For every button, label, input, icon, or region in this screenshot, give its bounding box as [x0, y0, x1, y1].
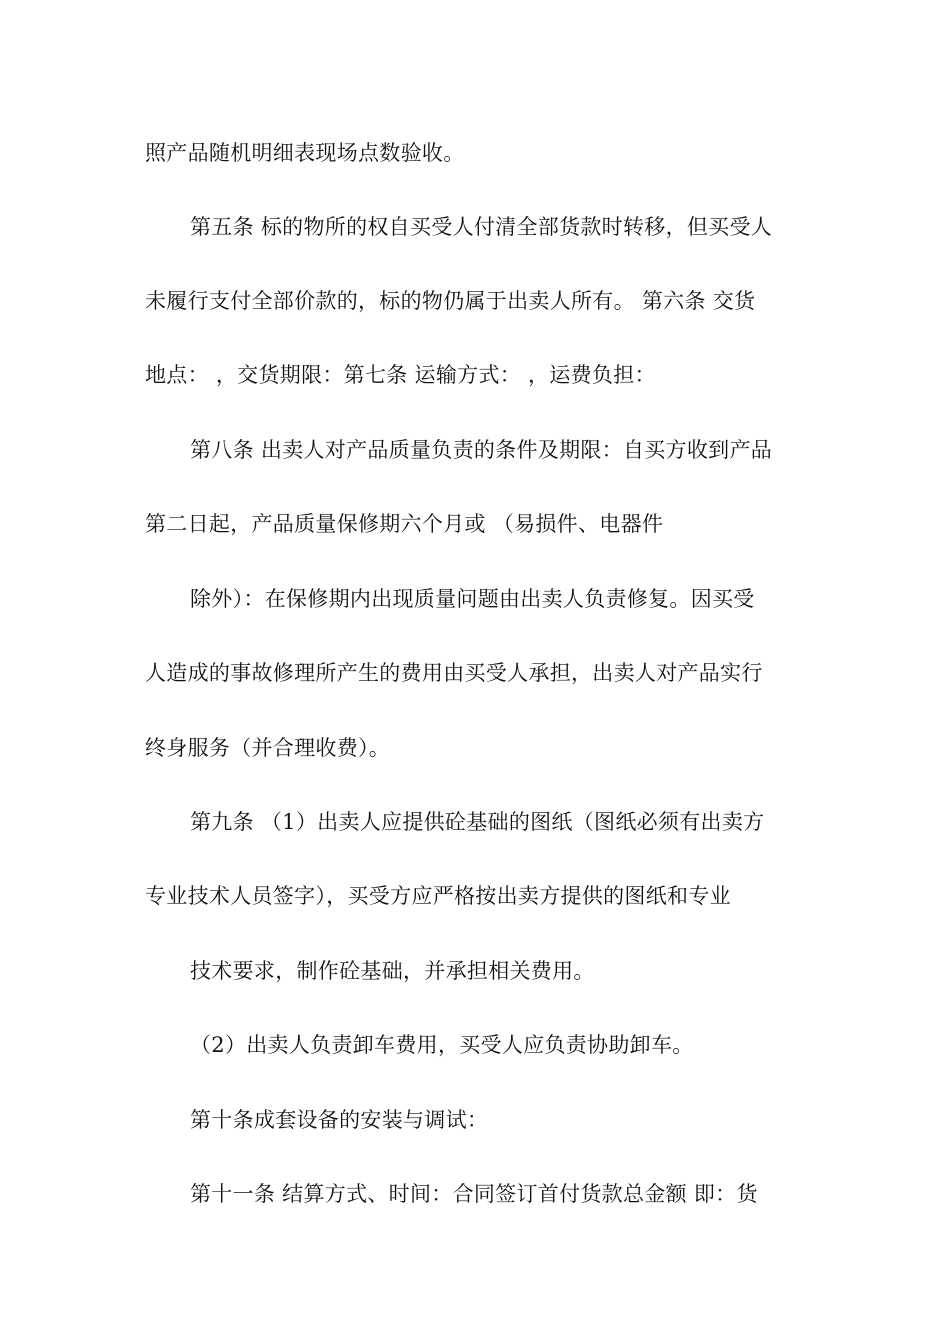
text-line: 技术要求，制作砼基础，并承担相关费用。	[190, 959, 595, 983]
text-line: 第九条 （1）出卖人应提供砼基础的图纸（图纸必须有出卖方	[190, 810, 765, 834]
text-line: 终身服务（并合理收费）。	[145, 736, 391, 760]
text-line: 第五条 标的物所的权自买受人付清全部货款时转移，但买受人	[190, 215, 773, 239]
text-line: 第十条成套设备的安装与调试：	[190, 1108, 489, 1132]
text-line: 专业技术人员签字），买受方应严格按出卖方提供的图纸和专业	[145, 884, 731, 908]
text-line: 除外）：在保修期内出现质量问题由出卖人负责修复。因买受	[190, 587, 755, 611]
text-line: 第八条 出卖人对产品质量负责的条件及期限：自买方收到产品	[190, 438, 773, 462]
text-line: 未履行支付全部价款的，标的物仍属于出卖人所有。 第六条 交货	[145, 289, 756, 313]
text-line: 人造成的事故修理所产生的费用由买受人承担，出卖人对产品实行	[145, 661, 763, 685]
text-line: 照产品随机明细表现场点数验收。	[145, 141, 465, 165]
text-line: （2）出卖人负责卸车费用，买受人应负责协助卸车。	[190, 1033, 694, 1057]
text-line: 地点： ，交货期限：第七条 运输方式： ，运费负担：	[145, 363, 656, 387]
text-line: 第十一条 结算方式、时间：合同签订首付货款总金额 即：货	[190, 1182, 758, 1206]
text-line: 第二日起，产品质量保修期六个月或 （易损件、电器件	[145, 512, 664, 536]
